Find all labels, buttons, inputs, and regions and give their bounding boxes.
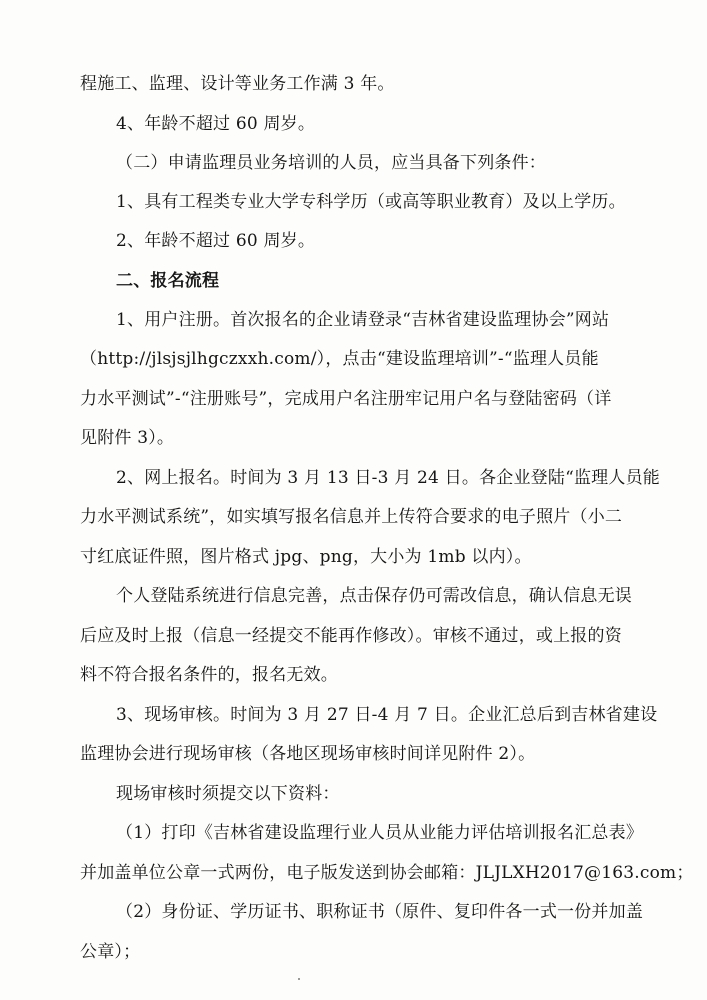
text-line-3: （二）申请监理员业务培训的人员，应当具备下列条件：	[116, 153, 546, 173]
text-line-11: 2、网上报名。时间为 3 月 13 日-3 月 24 日。各企业登陆“监理人员能	[116, 468, 660, 488]
text-line-22: （2）身份证、学历证书、职称证书（原件、复印件各一式一份并加盖	[116, 902, 644, 922]
text-line-16: 料不符合报名条件的，报名无效。	[80, 665, 338, 685]
text-line-18: 监理协会进行现场审核（各地区现场审核时间详见附件 2）。	[80, 744, 536, 764]
text-line-10: 见附件 3）。	[80, 428, 175, 448]
text-line-2: 4、年龄不超过 60 周岁。	[116, 114, 316, 134]
text-line-20: （1）打印《吉林省建设监理行业人员从业能力评估培训报名汇总表》	[116, 823, 644, 843]
text-line-15: 后应及时上报（信息一经提交不能再作修改）。审核不通过，或上报的资	[80, 626, 622, 646]
text-line-21: 并加盖单位公章一式两份，电子版发送到协会邮箱：JLJLXH2017@163.com；	[80, 863, 694, 883]
text-line-4: 1、具有工程类专业大学专科学历（或高等职业教育）及以上学历。	[116, 192, 626, 212]
text-line-13: 寸红底证件照，图片格式 jpg、png，大小为 1mb 以内）。	[80, 547, 532, 567]
text-line-19: 现场审核时须提交以下资料：	[116, 784, 340, 804]
text-line-14: 个人登陆系统进行信息完善，点击保存仍可需改信息，确认信息无误	[116, 586, 632, 606]
scan-speck	[298, 978, 300, 980]
section-heading: 二、报名流程	[116, 271, 220, 291]
text-line-1: 程施工、监理、设计等业务工作满 3 年。	[80, 74, 395, 94]
text-line-17: 3、现场审核。时间为 3 月 27 日-4 月 7 日。企业汇总后到吉林省建设	[116, 705, 658, 725]
text-line-9: 力水平测试”-“注册账号”，完成用户名注册牢记用户名与登陆密码（详	[80, 389, 612, 409]
text-line-23: 公章）；	[80, 942, 141, 962]
text-line-12: 力水平测试系统”，如实填写报名信息并上传符合要求的电子照片（小二	[80, 507, 623, 527]
text-line-8: （http://jlsjsjlhgczxxh.com/），点击“建设监理培训”-“监理人员能	[80, 349, 599, 369]
text-line-7: 1、用户注册。首次报名的企业请登录“吉林省建设监理协会”网站	[116, 310, 610, 330]
text-line-5: 2、年龄不超过 60 周岁。	[116, 231, 316, 251]
